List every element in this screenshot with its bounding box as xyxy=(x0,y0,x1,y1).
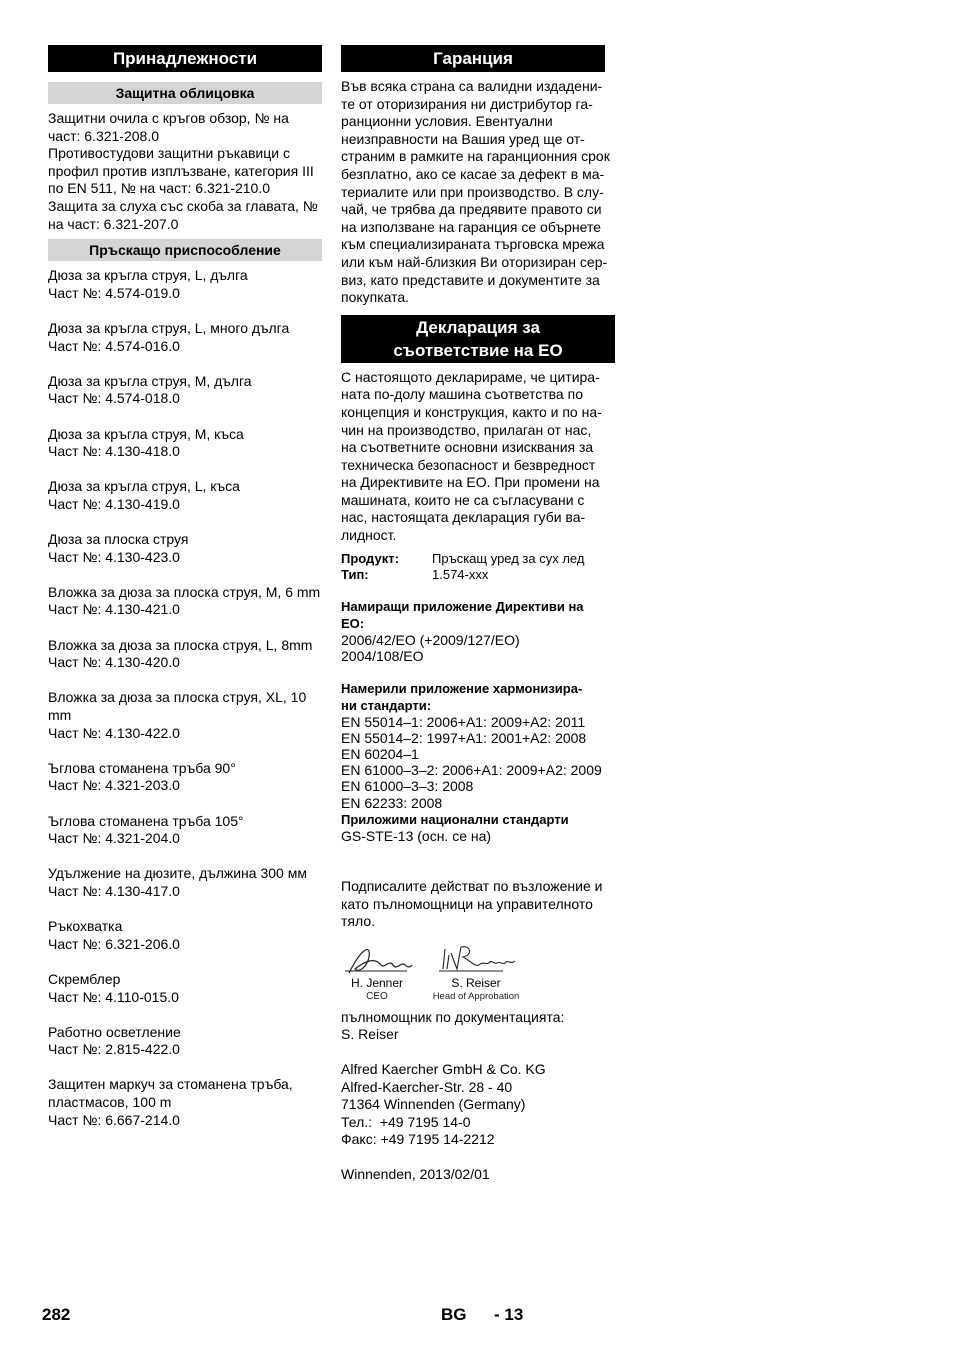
text-line: Противостудови защитни ръкавици с xyxy=(48,145,290,162)
item-part: Част №: 6.321-206.0 xyxy=(48,935,180,952)
list-item xyxy=(48,478,322,513)
text-line: техническа безопасност и безвредност xyxy=(341,456,596,473)
item-name: Ъглова стоманена тръба 90° xyxy=(48,759,236,776)
standard-item: EN 62233: 2008 xyxy=(341,794,443,811)
text-line: виз, като представите и документите за xyxy=(341,271,600,288)
standard-item: EN 60204–1 xyxy=(341,746,419,763)
list-item xyxy=(48,1024,322,1059)
text-line: нас, настоящата декларация губи ва- xyxy=(341,509,586,526)
type-value: 1.574-xxx xyxy=(432,566,489,582)
standard-item: EN 61000–3–3: 2008 xyxy=(341,778,474,795)
type-row xyxy=(341,567,615,583)
signature-reiser xyxy=(431,943,521,1003)
standard-item: EN 61000–3–2: 2006+A1: 2009+A2: 2009 xyxy=(341,762,602,779)
text-line: по EN 511, № на част: 6.321-210.0 xyxy=(48,180,271,197)
warranty-text xyxy=(341,78,615,307)
spray-device-list xyxy=(48,267,322,1129)
item-name: Дюза за кръгла струя, L, дълга xyxy=(48,267,248,284)
list-item xyxy=(48,320,322,355)
type-label: Тип: xyxy=(341,566,369,582)
item-part: Част №: 4.574-016.0 xyxy=(48,337,180,354)
list-item xyxy=(48,267,322,302)
signer-role: Head of Approbation xyxy=(432,990,520,1002)
item-name: Дюза за кръгла струя, L, много дълга xyxy=(48,319,290,336)
page-number: 282 xyxy=(42,1305,71,1324)
declaration-heading-line: Декларация за xyxy=(416,317,540,337)
accessories-column xyxy=(48,45,322,1147)
text-line: към специализираната търговска мрежа xyxy=(341,236,605,253)
declaration-heading xyxy=(341,315,615,363)
text-line: ната по-долу машина съответства по xyxy=(341,386,583,403)
text-line: Подписалите действат по възложение и xyxy=(341,878,603,895)
item-name: Скремблер xyxy=(48,970,121,987)
text-line: профил против изплъзване, категория III xyxy=(48,162,314,179)
item-part: Част №: 4.321-203.0 xyxy=(48,777,180,794)
list-item xyxy=(48,637,322,672)
text-line: ранционни условия. Евентуални xyxy=(341,113,553,130)
item-name: Работно осветление xyxy=(48,1023,181,1040)
text-line: концепция и конструкция, както и по на- xyxy=(341,403,602,420)
directives-block xyxy=(341,598,615,665)
standards-block xyxy=(341,680,615,844)
directive-item: 2006/42/ЕО (+2009/127/EO) xyxy=(341,631,520,648)
spray-device-subheading: Пръскащо приспособление xyxy=(48,239,322,261)
item-name: Удължение на дюзите, дължина 300 мм xyxy=(48,865,307,882)
text-line: чай, че трябва да предявите правото си xyxy=(341,201,602,218)
item-part: Част №: 4.574-019.0 xyxy=(48,284,180,301)
product-row xyxy=(341,551,615,567)
text-line: лидност. xyxy=(341,527,397,544)
list-item xyxy=(48,865,322,900)
company-address xyxy=(341,1061,615,1149)
text-line: част: 6.321-208.0 xyxy=(48,127,160,144)
standard-item: EN 55014–1: 2006+A1: 2009+A2: 2011 xyxy=(341,713,586,730)
text-line: териалите или при производство. В слу- xyxy=(341,183,604,200)
protective-cover-subheading: Защитна облицовка xyxy=(48,82,322,104)
item-name: Вложка за дюза за плоска струя, M, 6 mm xyxy=(48,583,321,600)
item-name: Дюза за кръгла струя, M, дълга xyxy=(48,372,252,389)
signer-name: H. Jenner xyxy=(350,975,404,990)
national-standard-item: GS-STE-13 (осн. се на) xyxy=(341,827,492,844)
standard-item: EN 55014–2: 1997+A1: 2001+A2: 2008 xyxy=(341,729,587,746)
list-item xyxy=(48,760,322,795)
doc-agent-name: S. Reiser xyxy=(341,1026,399,1043)
national-standards-title: Приложими национални стандарти xyxy=(341,811,569,827)
list-item xyxy=(48,971,322,1006)
warranty-declaration-column xyxy=(341,45,615,1184)
text-line: тяло. xyxy=(341,913,375,930)
address-line: Факс: +49 7195 14-2212 xyxy=(341,1131,495,1148)
text-line: като пълномощници на управителното xyxy=(341,895,593,912)
list-item xyxy=(48,531,322,566)
declaration-text xyxy=(341,369,615,545)
item-part: Част №: 4.321-204.0 xyxy=(48,830,180,847)
address-line: 71364 Winnenden (Germany) xyxy=(341,1096,526,1113)
standards-title: Намерили приложение хармонизира- xyxy=(341,680,583,696)
list-item xyxy=(48,373,322,408)
text-line: на съответните основни изисквания за xyxy=(341,439,594,456)
list-item xyxy=(48,1076,322,1129)
text-line: Защита за слуха със скоба за главата, № xyxy=(48,197,318,214)
list-item xyxy=(48,689,322,742)
warranty-heading: Гаранция xyxy=(341,45,605,72)
standards-title: ни стандарти: xyxy=(341,697,432,713)
place-date: Winnenden, 2013/02/01 xyxy=(341,1166,490,1183)
signer-role: CEO xyxy=(366,990,388,1002)
text-line: или към най-близкия Ви оторизиран сер- xyxy=(341,253,608,270)
language-code: BG xyxy=(441,1305,467,1324)
text-line: С настоящото декларираме, че цитира- xyxy=(341,368,600,385)
item-part: Част №: 4.130-420.0 xyxy=(48,654,180,671)
item-part: Част №: 4.130-417.0 xyxy=(48,882,180,899)
item-name: Дюза за плоска струя xyxy=(48,531,189,548)
directive-item: 2004/108/EO xyxy=(341,648,424,665)
signers-note xyxy=(341,878,615,931)
text-line: чин на производство, прилаган от нас, xyxy=(341,421,592,438)
accessories-heading: Принадлежности xyxy=(48,45,322,72)
text-line: неизправности на Вашия уред ще от- xyxy=(341,130,585,147)
product-label: Продукт: xyxy=(341,550,399,566)
text-line: Защитни очила с кръгов обзор, № на xyxy=(48,110,289,126)
protective-cover-text xyxy=(48,110,322,233)
directives-title: ЕО: xyxy=(341,615,365,631)
item-part: Част №: 2.815-422.0 xyxy=(48,1041,180,1058)
item-part: Част №: 4.130-418.0 xyxy=(48,443,180,460)
item-name: Вложка за дюза за плоска струя, L, 8mm xyxy=(48,636,313,653)
local-page-number: - 13 xyxy=(494,1305,524,1324)
text-line: Във всяка страна са валидни издадени- xyxy=(341,78,603,94)
list-item xyxy=(48,813,322,848)
item-name: Дюза за кръгла струя, M, къса xyxy=(48,425,244,442)
address-line: Alfred Kaercher GmbH & Co. KG xyxy=(341,1061,546,1078)
text-line: на използване на гаранция се обърнете xyxy=(341,218,602,235)
list-item xyxy=(48,918,322,953)
address-line: Тел.: +49 7195 14-0 xyxy=(341,1113,471,1130)
item-part: Част №: 4.130-421.0 xyxy=(48,601,180,618)
handwritten-signature-icon xyxy=(431,943,521,977)
item-part: Част №: 4.130-423.0 xyxy=(48,548,180,565)
signature-jenner xyxy=(341,943,413,1003)
doc-agent-label: пълномощник по документацията: xyxy=(341,1008,565,1025)
item-part: Част №: 6.667-214.0 xyxy=(48,1111,180,1128)
text-line: те от оторизирания ни дистрибутор га- xyxy=(341,95,593,112)
signatures xyxy=(341,943,615,1003)
item-part: Част №: 4.574-018.0 xyxy=(48,390,180,407)
declaration-heading-line: съответствие на ЕО xyxy=(393,340,563,360)
item-part: Част №: 4.130-422.0 xyxy=(48,724,180,741)
item-name: Ръкохватка xyxy=(48,918,123,935)
text-line: покупката. xyxy=(341,289,410,306)
item-name: Ъглова стоманена тръба 105° xyxy=(48,812,244,829)
list-item xyxy=(48,426,322,461)
item-name: Вложка за дюза за плоска струя, XL, 10 mm xyxy=(48,689,307,723)
item-name: Защитен маркуч за стоманена тръба, пластмасов, 100 m xyxy=(48,1076,293,1111)
item-part: Част №: 4.110-015.0 xyxy=(48,988,179,1005)
text-line: машината, които не са съгласувани с xyxy=(341,491,585,508)
text-line: безплатно, ако се касае за дефект в ма- xyxy=(341,165,605,182)
directives-title: Намиращи приложение Директиви на xyxy=(341,598,584,614)
text-line: на част: 6.321-207.0 xyxy=(48,215,179,232)
item-name: Дюза за кръгла струя, L, къса xyxy=(48,478,240,495)
product-value: Пръскащ уред за сух лед xyxy=(432,550,585,566)
list-item xyxy=(48,584,322,619)
text-line: страним в рамките на гаранционния срок xyxy=(341,148,610,165)
address-line: Alfred-Kaercher-Str. 28 - 40 xyxy=(341,1078,513,1095)
signer-name: S. Reiser xyxy=(451,975,501,990)
item-part: Част №: 4.130-419.0 xyxy=(48,495,180,512)
text-line: на Директивите на ЕО. При промени на xyxy=(341,474,600,491)
handwritten-signature-icon xyxy=(341,943,413,977)
